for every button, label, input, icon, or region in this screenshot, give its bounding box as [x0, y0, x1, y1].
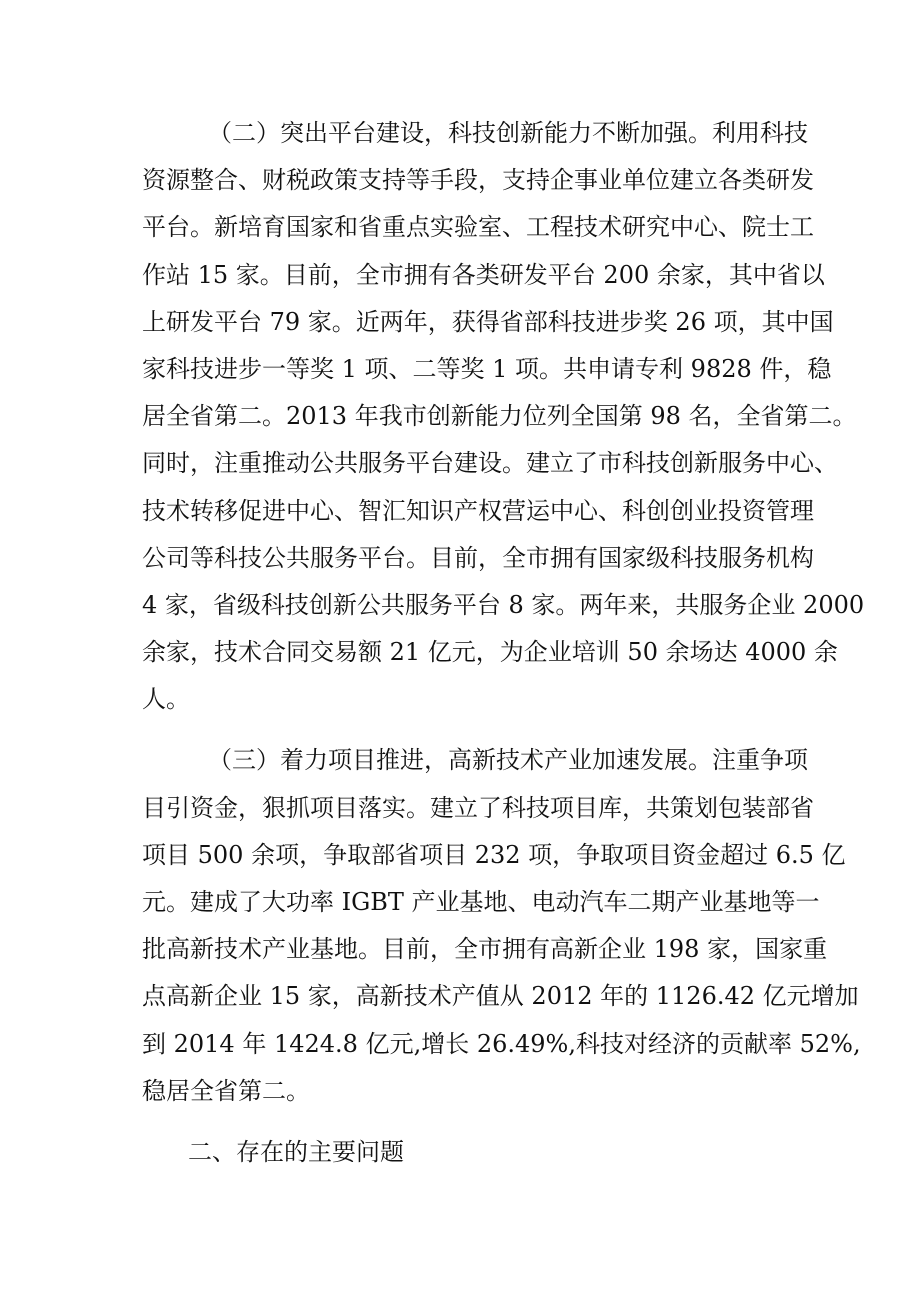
paragraph-line: 稳居全省第二。: [142, 1076, 310, 1105]
paragraph-line: 点高新企业 15 家，高新技术产值从 2012 年的 1126.42 亿元增加: [142, 982, 859, 1011]
paragraph-line: 技术转移促进中心、智汇知识产权营运中心、科创创业投资管理: [142, 496, 814, 525]
paragraph-line: 项目 500 余项，争取部省项目 232 项，争取项目资金超过 6.5 亿: [142, 840, 846, 869]
paragraph-project-promotion: [142, 737, 861, 1115]
paragraph-line: 公司等科技公共服务平台。目前，全市拥有国家级科技服务机构: [142, 543, 814, 572]
paragraph-line: （三）着力项目推进，高新技术产业加速发展。注重争项: [208, 746, 808, 775]
paragraph-line: 平台。新培育国家和省重点实验室、工程技术研究中心、院士工: [142, 213, 814, 242]
paragraph-platform-construction: [142, 110, 865, 723]
paragraph-line: 到 2014 年 1424.8 亿元,增长 26.49%,科技对经济的贡献率 52%,: [142, 1029, 861, 1058]
paragraph-line: 上研发平台 79 家。近两年，获得省部科技进步奖 26 项，其中国: [142, 307, 834, 336]
paragraph-line: 4 家，省级科技创新公共服务平台 8 家。两年来，共服务企业 2000: [142, 590, 865, 619]
paragraph-line: 作站 15 家。目前，全市拥有各类研发平台 200 余家，其中省以: [142, 260, 825, 289]
paragraph-line: 家科技进步一等奖 1 项、二等奖 1 项。共申请专利 9828 件，稳: [142, 354, 832, 383]
paragraph-line: 居全省第二。2013 年我市创新能力位列全国第 98 名，全省第二。: [142, 402, 857, 431]
paragraph-line: （二）突出平台建设，科技创新能力不断加强。利用科技: [208, 119, 808, 147]
paragraph-gap: [142, 1115, 802, 1129]
paragraph-line: 人。: [142, 685, 190, 714]
section-heading: 二、存在的主要问题: [188, 1137, 404, 1166]
paragraph-gap: [142, 723, 802, 737]
paragraph-line: 同时，注重推动公共服务平台建设。建立了市科技创新服务中心、: [142, 449, 838, 478]
paragraph-line: 资源整合、财税政策支持等手段，支持企事业单位建立各类研发: [142, 166, 814, 195]
paragraph-line: 余家，技术合同交易额 21 亿元，为企业培训 50 余场达 4000 余: [142, 638, 838, 667]
paragraph-line: 批高新技术产业基地。目前，全市拥有高新企业 198 家，国家重: [142, 935, 828, 964]
paragraph-line: 目引资金，狠抓项目落实。建立了科技项目库，共策划包装部省: [142, 793, 814, 822]
document-page: [142, 110, 865, 1176]
paragraph-line: 元。建成了大功率 IGBT 产业基地、电动汽车二期产业基地等一: [142, 888, 820, 916]
